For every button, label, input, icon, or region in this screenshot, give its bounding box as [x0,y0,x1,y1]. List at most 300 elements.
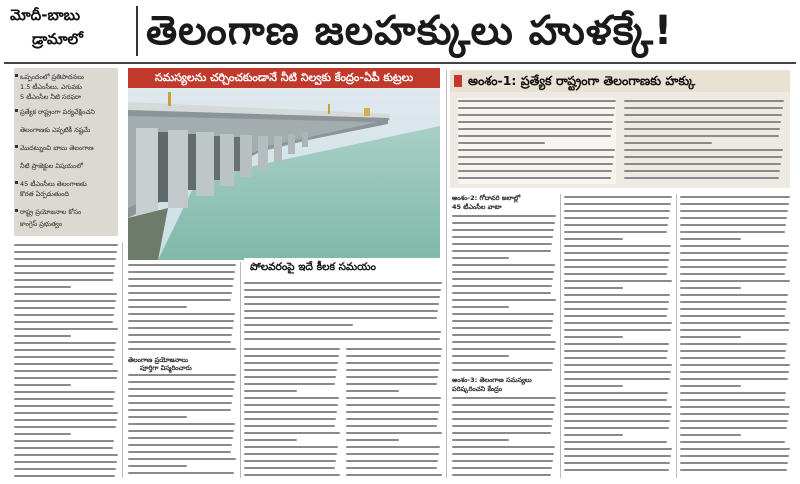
text-line [624,156,782,158]
text-line [14,426,116,428]
text-line [564,280,672,282]
text-line [452,320,553,322]
text-line [14,258,116,260]
text-line [564,336,623,338]
text-line [346,390,399,392]
text-line [680,378,788,380]
text-line [128,395,233,397]
text-line [452,439,509,441]
text-line [346,418,438,420]
text-line [244,467,335,469]
text-line [564,217,669,219]
sidebar-item-label: 45 టీఎంసీలు తెలంగాణకు [20,180,87,188]
text-line [244,282,442,284]
sidebar-item-label: కొరత ఏర్పడుతుంది [20,190,69,198]
text-line [452,222,555,224]
text-line [128,381,235,383]
text-line [680,441,785,443]
text-line [14,251,117,253]
text-line [458,170,612,172]
text-line [346,439,399,441]
section-marker-icon [454,75,462,87]
text-line [680,329,789,331]
text-line [244,411,337,413]
text-line [244,453,337,455]
text-line [128,423,235,425]
text-line [128,334,232,336]
sidebar-item [20,190,116,198]
text-line [244,390,297,392]
text-line [244,425,335,427]
text-line [14,433,71,435]
sidebar-item [20,180,116,188]
text-line [452,236,553,238]
text-line [452,250,551,252]
lead-text-left [458,98,616,184]
text-line [564,420,670,422]
text-line [680,364,790,366]
text-line [346,397,441,399]
text-line [564,399,667,401]
sidebar-item [20,93,116,101]
text-line [564,224,668,226]
text-line [452,271,554,273]
sidebar-item-label: నీటి ప్రాజెక్టుల విషయంలో [20,162,84,170]
text-line [452,425,552,427]
text-line [458,114,614,116]
text-line [564,343,669,345]
text-line [346,383,437,385]
text-line [564,287,623,289]
text-line [14,272,114,274]
text-line [14,405,113,407]
text-line [564,245,671,247]
text-line [564,385,623,387]
text-line [564,238,623,240]
text-column-2b [128,372,236,478]
subhead-issues: అంశం-3: తెలంగాణ సమస్యలు [452,376,532,384]
text-line [346,369,439,371]
text-line [128,458,236,460]
text-line [128,278,234,280]
text-line [452,404,555,406]
text-line [680,385,741,387]
text-line [680,301,787,303]
text-line [458,107,615,109]
bullet-icon [15,181,18,184]
text-line [680,343,787,345]
text-line [564,350,668,352]
text-line [452,278,553,280]
text-line [244,303,439,305]
text-line [14,265,115,267]
sidebar-item [20,126,116,134]
text-line [680,238,741,240]
text-line [680,196,790,198]
text-line [458,142,545,144]
text-line [564,462,670,464]
column-rule [560,194,561,478]
text-line [128,292,232,294]
section-header-text: అంశం-1: ప్రత్యేక రాష్ట్రంగా తెలంగాణకు హక్కు [468,73,696,88]
sidebar-item-label: 5 టీఎంసీల నీటి సరఫరా [20,93,82,101]
text-line [346,453,439,455]
text-line [244,331,441,333]
subhead-share: 45 టీఎంసీల వాటా [452,203,502,211]
text-line [624,170,780,172]
text-line [452,327,552,329]
text-line [128,299,231,301]
text-line [128,306,187,308]
sidebar-item [20,108,116,116]
sidebar-item-label: 1.5 టీఎంసీలు, ఎగువకు [20,83,82,91]
text-line [680,399,785,401]
text-line [128,388,234,390]
text-line [346,376,438,378]
text-line [458,121,613,123]
text-line [564,259,669,261]
text-line [244,289,441,291]
text-line [564,378,670,380]
text-line [128,374,236,376]
text-line [244,369,337,371]
kicker-divider [136,6,138,56]
text-line [14,342,116,344]
text-line [128,341,231,343]
text-line [14,279,113,281]
text-line [244,432,340,434]
text-line [458,156,614,158]
text-line [14,440,114,442]
text-line [680,420,788,422]
text-line [452,453,554,455]
text-line [624,135,779,137]
text-line [452,285,552,287]
text-line [346,411,439,413]
text-line [680,350,786,352]
text-line [14,370,118,372]
sidebar-item [20,208,116,216]
text-line [128,451,231,453]
text-line [14,461,117,463]
text-column-3a [244,280,442,342]
text-line [680,252,788,254]
text-line [244,310,438,312]
text-line [14,335,71,337]
text-line [624,107,783,109]
text-line [14,363,113,365]
sidebar-item [20,73,116,81]
lead-box [450,92,790,188]
text-line [14,321,113,323]
text-line [452,299,556,301]
sidebar-item-label: ఒప్పందంలో ప్రతిపాదనలు [20,73,84,81]
text-line [680,224,786,226]
text-line [128,271,235,273]
text-line [452,446,555,448]
text-line [564,364,672,366]
text-line [458,149,615,151]
text-line [452,369,552,371]
text-line [680,462,788,464]
text-line [452,334,551,336]
dam-reservoir-photo [128,88,440,260]
text-line [564,413,671,415]
text-line [128,313,235,315]
text-column-3c [346,346,442,478]
lead-text-right [624,98,784,184]
text-line [128,444,232,446]
text-line [14,307,115,309]
text-line [128,430,234,432]
masthead-rule [4,62,796,64]
text-line [452,215,556,217]
text-line [564,392,668,394]
sidebar-item [20,162,116,170]
text-line [680,427,787,429]
text-line [564,231,667,233]
sidebar-item [20,220,116,228]
text-line [346,467,437,469]
text-line [14,398,114,400]
text-line [680,434,741,436]
text-line [680,217,787,219]
sidebar-item-label: మొదట్నుంచి బాబు తెలంగాణ [20,144,94,152]
text-line [14,447,113,449]
text-line [564,469,669,471]
text-line [624,121,781,123]
text-line [564,252,670,254]
text-line [458,177,611,179]
photo-banner: సమస్యలను చర్చించకుండానే నీటి నిల్వకు కేంద్రం-ఏపీ కుట్రలు [128,68,440,88]
text-line [14,391,115,393]
text-line [452,474,551,476]
text-line [452,306,509,308]
sidebar-item-label: రాష్ట్ర ప్రయోజనాల కోసం [20,208,82,216]
text-line [680,273,785,275]
text-line [14,454,118,456]
text-line [244,317,437,319]
text-line [680,245,789,247]
text-line [564,308,668,310]
dam-illustration [128,88,440,260]
text-line [14,244,118,246]
subhead-interests: తెలంగాణ ప్రయోజనాలు [128,356,189,364]
text-line [244,474,340,476]
text-line [680,448,790,450]
text-line [680,231,785,233]
column-rule [240,262,241,478]
text-line [564,441,667,443]
column-rule [676,194,677,478]
text-line [452,397,556,399]
text-column-5 [564,194,672,478]
text-line [680,308,786,310]
text-line [452,264,555,266]
text-line [452,418,553,420]
text-line [244,397,339,399]
text-line [458,163,613,165]
text-line [244,418,336,420]
text-line [14,377,117,379]
text-line [680,336,741,338]
text-line [14,328,118,330]
text-line [564,315,667,317]
text-column-6 [680,194,790,478]
text-line [452,460,553,462]
text-line [680,357,785,359]
text-line [14,349,115,351]
subhead-godavari: అంశం-2: గోదావరి జలాల్లో [452,194,521,202]
text-line [564,434,623,436]
text-line [14,314,114,316]
text-line [128,320,234,322]
text-line [452,243,552,245]
sidebar-item-label: ప్రత్యేక రాష్ట్రంగా పర్యవేక్షించని [20,108,95,116]
text-line [564,273,667,275]
masthead-kicker [4,4,130,58]
text-line [564,322,672,324]
text-line [624,163,781,165]
photo-caption: పోలవరంపై ఇదే కీలక సమయం [244,258,448,276]
text-line [452,355,509,357]
text-line [14,293,117,295]
text-line [14,356,114,358]
text-line [452,411,554,413]
text-line [564,406,672,408]
section-header [450,70,790,92]
text-line [680,469,787,471]
text-line [680,406,790,408]
text-line [680,392,786,394]
text-line [680,413,789,415]
text-line [346,474,442,476]
text-line [624,114,782,116]
text-line [564,266,668,268]
text-line [624,149,783,151]
text-line [680,266,786,268]
text-line [564,301,669,303]
text-column-4b [452,395,556,478]
text-column-1 [14,242,118,478]
text-line [346,362,440,364]
text-line [128,437,233,439]
text-line [244,446,338,448]
text-line [346,432,442,434]
text-line [346,460,438,462]
text-line [244,348,340,350]
text-line [680,322,790,324]
subhead-ignored: పూర్తిగా విస్మరించారు [140,364,192,372]
text-line [244,376,336,378]
text-line [458,128,612,130]
text-line [564,371,671,373]
text-line [624,142,712,144]
text-line [128,348,236,350]
text-line [14,419,117,421]
text-line [452,341,556,343]
text-line [680,315,785,317]
sidebar-item [20,144,116,152]
text-line [624,100,784,102]
text-line [680,259,787,261]
text-line [14,384,71,386]
text-line [14,286,71,288]
kicker-line-1: మోదీ-బాబు [10,6,81,24]
text-line [128,402,232,404]
text-line [452,348,555,350]
kicker-line-2: డ్రామాలో [32,30,83,48]
text-line [14,412,118,414]
bullet-icon [15,145,18,148]
text-line [14,475,115,477]
text-line [564,427,669,429]
text-line [346,425,437,427]
sidebar-item-label: తెలంగాణకు ఎప్పటికీ నష్టమే [20,126,91,134]
text-column-4a [452,213,556,373]
text-line [564,294,670,296]
text-line [128,327,233,329]
text-line [680,294,788,296]
text-line [128,285,233,287]
text-line [564,448,672,450]
text-line [452,362,553,364]
text-line [244,338,440,340]
text-line [564,210,670,212]
text-line [452,292,551,294]
text-line [128,472,234,474]
text-line [346,348,442,350]
text-column-3b [244,346,340,478]
text-line [244,324,353,326]
sidebar-item-label: కాంగ్రెస్ ప్రభుత్వం [20,220,63,228]
text-line [128,264,236,266]
text-line [452,313,554,315]
text-line [244,439,297,441]
text-line [244,383,335,385]
text-line [452,432,551,434]
text-line [680,371,789,373]
text-line [564,203,671,205]
text-line [346,446,440,448]
column-rule [446,70,447,478]
text-line [564,329,671,331]
text-line [244,362,338,364]
column-rule [122,242,123,478]
text-column-2a [128,262,236,354]
text-line [14,300,116,302]
text-line [458,135,611,137]
bullet-icon [15,109,18,112]
text-line [244,296,440,298]
main-headline: తెలంగాణ జలహక్కులు హుళక్కే! [146,8,674,54]
sidebar-highlights [14,68,118,236]
bullet-icon [15,209,18,212]
text-line [128,465,187,467]
text-line [680,280,790,282]
text-line [244,460,336,462]
text-line [624,128,780,130]
subhead-centre: పరిష్కరించని కేంద్రం [452,385,503,393]
text-line [452,467,552,469]
text-line [458,100,616,102]
text-line [680,455,789,457]
text-line [452,257,509,259]
text-line [244,404,338,406]
text-line [14,468,116,470]
text-line [452,229,554,231]
text-line [346,404,440,406]
